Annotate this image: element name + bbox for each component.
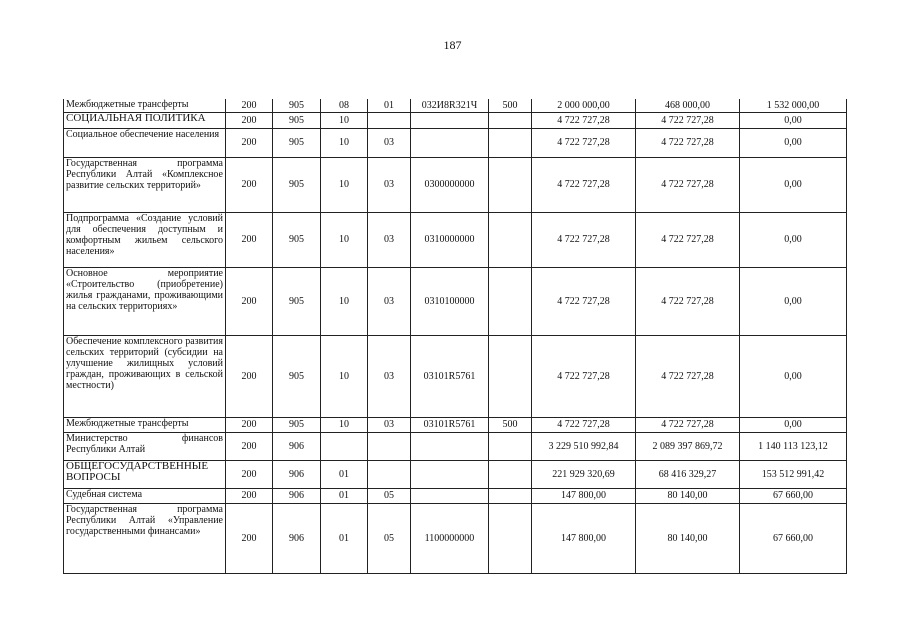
- amount-col3: 1 532 000,00: [740, 99, 847, 112]
- amount-total: 4 722 727,28: [532, 267, 636, 335]
- subsection-code: 03: [368, 267, 411, 335]
- ministry-code: 905: [273, 417, 321, 432]
- expense-type-code: [489, 503, 532, 573]
- target-article-code: 03101R5761: [411, 335, 489, 417]
- amount-total: 2 000 000,00: [532, 99, 636, 112]
- section-code: 10: [321, 417, 368, 432]
- amount-total: 4 722 727,28: [532, 112, 636, 128]
- admin-code: 200: [226, 460, 273, 488]
- admin-code: 200: [226, 503, 273, 573]
- row-name: Министерство финансов Республики Алтай: [64, 432, 226, 460]
- row-name: Социальное обеспечение населения: [64, 128, 226, 157]
- table-row: [64, 503, 847, 573]
- section-code: 10: [321, 128, 368, 157]
- row-name: Подпрограмма «Создание условий для обеспечения доступным и комфортным жильем сельского населения»: [64, 212, 226, 267]
- ministry-code: 906: [273, 432, 321, 460]
- row-name: Обеспечение комплексного развития сельских территорий (субсидии на улучшение жилищных условий граждан, проживающих в сельской местности): [64, 335, 226, 417]
- ministry-code: 905: [273, 128, 321, 157]
- amount-col3: 0,00: [740, 157, 847, 212]
- expense-type-code: 500: [489, 417, 532, 432]
- amount-total: 4 722 727,28: [532, 128, 636, 157]
- table-row: [64, 99, 847, 112]
- admin-code: 200: [226, 212, 273, 267]
- amount-col3: 0,00: [740, 267, 847, 335]
- row-name: Государственная программа Республики Алтай «Управление государственными финансами»: [64, 503, 226, 573]
- expense-type-code: [489, 488, 532, 503]
- row-name: Основное мероприятие «Строительство (приобретение) жилья гражданами, проживающими на сельских территориях»: [64, 267, 226, 335]
- target-article-code: 03101R5761: [411, 417, 489, 432]
- amount-total: 4 722 727,28: [532, 417, 636, 432]
- amount-col2: 4 722 727,28: [636, 157, 740, 212]
- admin-code: 200: [226, 128, 273, 157]
- subsection-code: 05: [368, 488, 411, 503]
- amount-col3: 0,00: [740, 335, 847, 417]
- row-name: Межбюджетные трансферты: [64, 99, 226, 112]
- table-row: [64, 267, 847, 335]
- amount-col2: 80 140,00: [636, 488, 740, 503]
- row-name: Межбюджетные трансферты: [64, 417, 226, 432]
- section-code: [321, 432, 368, 460]
- amount-col3: 153 512 991,42: [740, 460, 847, 488]
- amount-total: 4 722 727,28: [532, 212, 636, 267]
- admin-code: 200: [226, 267, 273, 335]
- ministry-code: 905: [273, 99, 321, 112]
- expense-type-code: [489, 157, 532, 212]
- admin-code: 200: [226, 112, 273, 128]
- admin-code: 200: [226, 99, 273, 112]
- amount-col3: 0,00: [740, 128, 847, 157]
- page-number: 187: [443, 38, 462, 52]
- budget-table: [63, 99, 847, 574]
- row-name: СОЦИАЛЬНАЯ ПОЛИТИКА: [64, 112, 226, 128]
- section-code: 10: [321, 112, 368, 128]
- amount-total: 3 229 510 992,84: [532, 432, 636, 460]
- amount-col3: 67 660,00: [740, 503, 847, 573]
- expense-type-code: [489, 267, 532, 335]
- ministry-code: 906: [273, 503, 321, 573]
- amount-col2: 4 722 727,28: [636, 212, 740, 267]
- amount-total: 147 800,00: [532, 488, 636, 503]
- subsection-code: [368, 432, 411, 460]
- section-code: 01: [321, 488, 368, 503]
- ministry-code: 905: [273, 157, 321, 212]
- subsection-code: 03: [368, 157, 411, 212]
- table-row: [64, 335, 847, 417]
- target-article-code: [411, 112, 489, 128]
- expense-type-code: [489, 112, 532, 128]
- amount-col3: 67 660,00: [740, 488, 847, 503]
- amount-col2: 4 722 727,28: [636, 267, 740, 335]
- amount-col2: 4 722 727,28: [636, 128, 740, 157]
- target-article-code: [411, 432, 489, 460]
- admin-code: 200: [226, 432, 273, 460]
- table-row: [64, 417, 847, 432]
- section-code: 01: [321, 460, 368, 488]
- amount-total: 4 722 727,28: [532, 335, 636, 417]
- expense-type-code: [489, 460, 532, 488]
- ministry-code: 905: [273, 267, 321, 335]
- amount-col2: 2 089 397 869,72: [636, 432, 740, 460]
- amount-col2: 468 000,00: [636, 99, 740, 112]
- expense-type-code: [489, 212, 532, 267]
- amount-col3: 1 140 113 123,12: [740, 432, 847, 460]
- table-row: [64, 432, 847, 460]
- subsection-code: 01: [368, 99, 411, 112]
- target-article-code: 0300000000: [411, 157, 489, 212]
- table-row: [64, 112, 847, 128]
- table-row: [64, 128, 847, 157]
- target-article-code: 0310000000: [411, 212, 489, 267]
- section-code: 10: [321, 212, 368, 267]
- section-code: 08: [321, 99, 368, 112]
- ministry-code: 905: [273, 335, 321, 417]
- amount-col2: 4 722 727,28: [636, 335, 740, 417]
- amount-total: 4 722 727,28: [532, 157, 636, 212]
- amount-col2: 4 722 727,28: [636, 112, 740, 128]
- ministry-code: 905: [273, 212, 321, 267]
- amount-total: 147 800,00: [532, 503, 636, 573]
- amount-total: 221 929 320,69: [532, 460, 636, 488]
- target-article-code: [411, 488, 489, 503]
- row-name: Государственная программа Республики Алтай «Комплексное развитие сельских территорий»: [64, 157, 226, 212]
- subsection-code: 05: [368, 503, 411, 573]
- expense-type-code: 500: [489, 99, 532, 112]
- amount-col2: 80 140,00: [636, 503, 740, 573]
- target-article-code: 032И8R321Ч: [411, 99, 489, 112]
- target-article-code: [411, 128, 489, 157]
- admin-code: 200: [226, 335, 273, 417]
- subsection-code: [368, 112, 411, 128]
- table-row: [64, 460, 847, 488]
- admin-code: 200: [226, 157, 273, 212]
- expense-type-code: [489, 335, 532, 417]
- ministry-code: 905: [273, 112, 321, 128]
- subsection-code: 03: [368, 335, 411, 417]
- table-row: [64, 157, 847, 212]
- target-article-code: 0310100000: [411, 267, 489, 335]
- section-code: 10: [321, 157, 368, 212]
- section-code: 10: [321, 267, 368, 335]
- table-row: [64, 212, 847, 267]
- table-row: [64, 488, 847, 503]
- ministry-code: 906: [273, 460, 321, 488]
- subsection-code: 03: [368, 128, 411, 157]
- amount-col2: 68 416 329,27: [636, 460, 740, 488]
- target-article-code: 1100000000: [411, 503, 489, 573]
- section-code: 10: [321, 335, 368, 417]
- amount-col2: 4 722 727,28: [636, 417, 740, 432]
- amount-col3: 0,00: [740, 112, 847, 128]
- section-code: 01: [321, 503, 368, 573]
- ministry-code: 906: [273, 488, 321, 503]
- subsection-code: [368, 460, 411, 488]
- expense-type-code: [489, 128, 532, 157]
- expense-type-code: [489, 432, 532, 460]
- row-name: ОБЩЕГОСУДАРСТВЕННЫЕ ВОПРОСЫ: [64, 460, 226, 488]
- amount-col3: 0,00: [740, 212, 847, 267]
- admin-code: 200: [226, 488, 273, 503]
- row-name: Судебная система: [64, 488, 226, 503]
- amount-col3: 0,00: [740, 417, 847, 432]
- target-article-code: [411, 460, 489, 488]
- subsection-code: 03: [368, 417, 411, 432]
- subsection-code: 03: [368, 212, 411, 267]
- admin-code: 200: [226, 417, 273, 432]
